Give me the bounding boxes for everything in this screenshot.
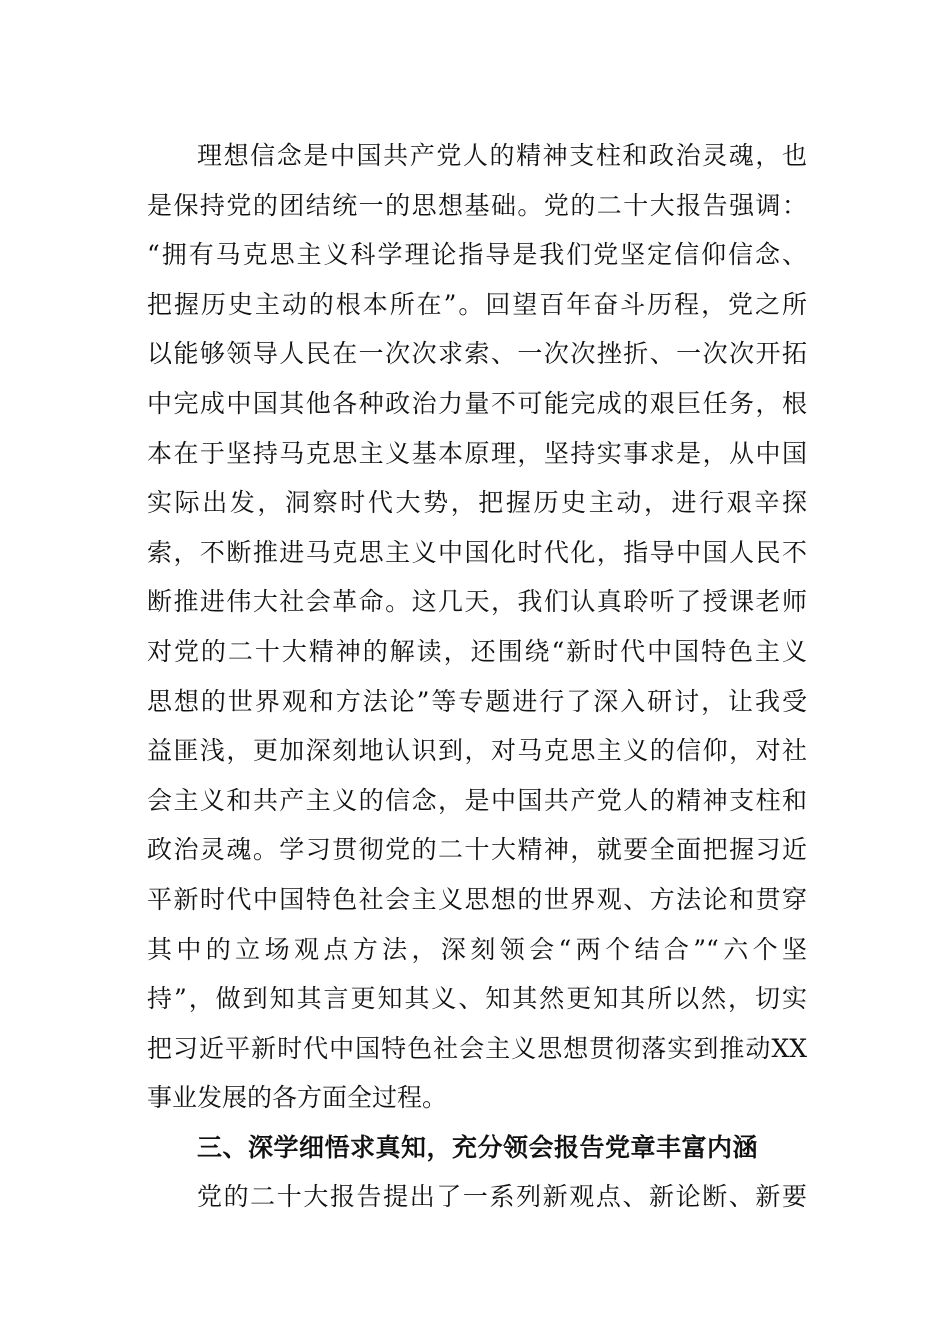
paragraph-new-viewpoints <box>147 1172 807 1222</box>
paragraph-line: 把习近平新时代中国特色社会主义思想贯彻落实到推动XX <box>147 1033 807 1063</box>
paragraph-line: 平新时代中国特色社会主义思想的世界观、方法论和贯穿 <box>147 884 807 914</box>
paragraph-line: 益匪浅，更加深刻地认识到，对马克思主义的信仰，对社 <box>147 736 807 766</box>
paragraph-line: 政治灵魂。学习贯彻党的二十大精神，就要全面把握习近 <box>147 835 807 865</box>
paragraph-line: 是保持党的团结统一的思想基础。党的二十大报告强调： <box>147 190 807 220</box>
paragraph-line: 持”，做到知其言更知其义、知其然更知其所以然，切实 <box>147 984 807 1014</box>
paragraph-line: 实际出发，洞察时代大势，把握历史主动，进行艰辛探 <box>147 488 807 518</box>
paragraph-line: 索，不断推进马克思主义中国化时代化，指导中国人民不 <box>147 537 807 567</box>
paragraph-line: 党的二十大报告提出了一系列新观点、新论断、新要 <box>197 1182 807 1212</box>
paragraph-line: 断推进伟大社会革命。这几天，我们认真聆听了授课老师 <box>147 587 807 617</box>
paragraph-line: 把握历史主动的根本所在”。回望百年奋斗历程，党之所 <box>147 289 807 319</box>
paragraph-line: 其中的立场观点方法，深刻领会“两个结合”“六个坚 <box>147 934 807 964</box>
paragraph-line: “拥有马克思主义科学理论指导是我们党坚定信仰信念、 <box>147 240 807 270</box>
paragraph-line: 对党的二十大精神的解读，还围绕“新时代中国特色主义 <box>147 636 807 666</box>
paragraph-line: 事业发展的各方面全过程。 <box>147 1083 448 1113</box>
document-body <box>147 131 807 1222</box>
paragraph-line: 以能够领导人民在一次次求索、一次次挫折、一次次开拓 <box>147 339 807 369</box>
section-heading: 三、深学细悟求真知，充分领会报告党章丰富内涵 <box>197 1132 759 1162</box>
paragraph-line: 思想的世界观和方法论”等专题进行了深入研讨，让我受 <box>147 686 807 716</box>
paragraph-line: 理想信念是中国共产党人的精神支柱和政治灵魂，也 <box>197 141 807 170</box>
paragraph-line: 本在于坚持马克思主义基本原理，坚持实事求是，从中国 <box>147 438 807 468</box>
paragraph-ideals-and-beliefs <box>147 131 807 1123</box>
paragraph-line: 中完成中国其他各种政治力量不可能完成的艰巨任务，根 <box>147 388 807 418</box>
paragraph-line: 会主义和共产主义的信念，是中国共产党人的精神支柱和 <box>147 785 807 815</box>
